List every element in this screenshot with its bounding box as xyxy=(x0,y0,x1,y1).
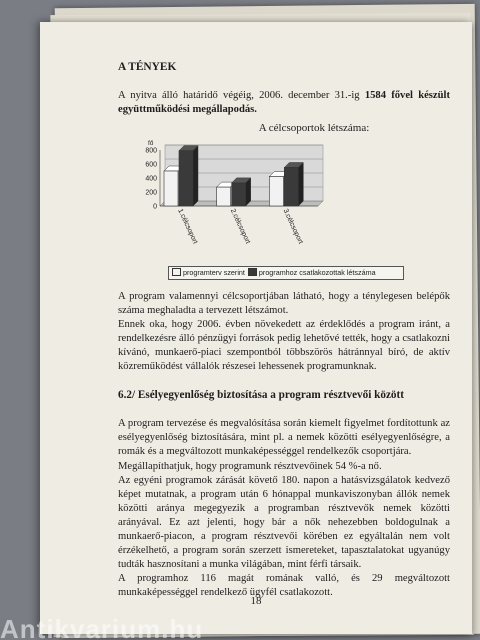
bar-side xyxy=(298,162,303,206)
x-tick-label: 3.célcsoport xyxy=(281,207,304,245)
legend-label: programhoz csatlakozottak létszáma xyxy=(258,267,376,277)
y-tick-label: 400 xyxy=(145,175,157,183)
paragraph: A program valamennyi célcsoportjában látható, hogy a ténylegesen belépők száma meghaladta a tervezett létszámot. xyxy=(118,290,450,317)
bar-side xyxy=(193,146,198,206)
paragraph: Ennek oka, hogy 2006. évben növekedett az érdeklődés a program iránt, a rendelkezésre álló pénzügyi források pedig lehetővé tették, hogy a csatlakozni kívánó, munkaerő-piaci szempontból többszörös hátránnyal bíró, de aktív közreműködést vállalók részesei lehessenek programunknak. xyxy=(118,319,450,373)
paragraph: Az egyéni programok zárását követő 180. napon a hatásvizsgálatok kedvező képet mutatnak, a program után 6 hónappal munkaviszonyban állók nemek közötti aránya megegyezik a programban résztvevők nemek közötti arányával. Ez azt jelenti, hogy bár a nők nehezebben boldogulnak a munkaerő-piacon, a program résztvevői körében ez egyáltalán nem volt érzékelhető, a program során szerzett ismereteket, tapasztalatokat ugyanúgy tudták hasznosítani a munka világában, mint férfi társaik. xyxy=(118,474,450,571)
chart-title: A célcsoportok létszáma: xyxy=(258,122,370,135)
x-tick-label: 2.célcsoport xyxy=(228,207,252,245)
section-heading: 6.2/ Esélyegyenlőség biztosítása a program résztvevői között xyxy=(118,389,404,402)
x-tick-label: 1.célcsoport xyxy=(176,207,199,245)
legend-item xyxy=(248,267,376,279)
bar xyxy=(232,183,246,206)
page-number: 18 xyxy=(250,595,262,607)
paragraphs-top xyxy=(118,290,450,374)
paragraph: Megállapíthatjuk, hogy programunk résztvevőinek 54 %-a nő. xyxy=(118,460,382,472)
intro-bold-text: 1584 fővel készült együttműködési megállapodás. xyxy=(118,90,450,116)
bar xyxy=(284,167,298,206)
page-heading: A TÉNYEK xyxy=(118,61,177,73)
legend-swatch xyxy=(172,268,181,276)
y-unit-label: fő xyxy=(148,139,154,147)
legend-swatch xyxy=(248,268,257,276)
intro-text: A nyitva álló határidő végéig, 2006. december 31.-ig xyxy=(118,90,365,102)
chart xyxy=(118,138,450,290)
paragraph: A programhoz 116 magát romának valló, és 29 megváltozott munkaképességgel rendelkező ügyfél csatlakozott. xyxy=(118,573,450,599)
watermark: Antikvarium.hu xyxy=(0,614,204,640)
book-page xyxy=(40,22,472,634)
y-tick-label: 0 xyxy=(153,203,157,211)
y-tick-label: 800 xyxy=(145,147,157,155)
legend-label: programterv szerint xyxy=(183,267,245,277)
paragraphs-bottom xyxy=(118,417,450,600)
y-tick-label: 200 xyxy=(145,189,157,197)
y-tick-label: 600 xyxy=(145,161,157,169)
bar xyxy=(217,187,231,206)
paragraph: A program tervezése és megvalósítása során kiemelt figyelmet fordítottunk az esélyegyenlőség biztosítására, mint pl. a nemek közötti esélyegyenlőségre, a romák és a megváltozott munkaképességgel rendelkezők csoportjára. xyxy=(118,418,450,458)
bar xyxy=(269,177,283,206)
bar xyxy=(164,171,178,206)
bar-side xyxy=(246,178,251,206)
bar xyxy=(179,151,193,206)
chart-legend xyxy=(168,266,404,280)
intro-paragraph xyxy=(118,89,450,117)
page-content xyxy=(118,60,450,600)
legend-item xyxy=(172,267,245,279)
